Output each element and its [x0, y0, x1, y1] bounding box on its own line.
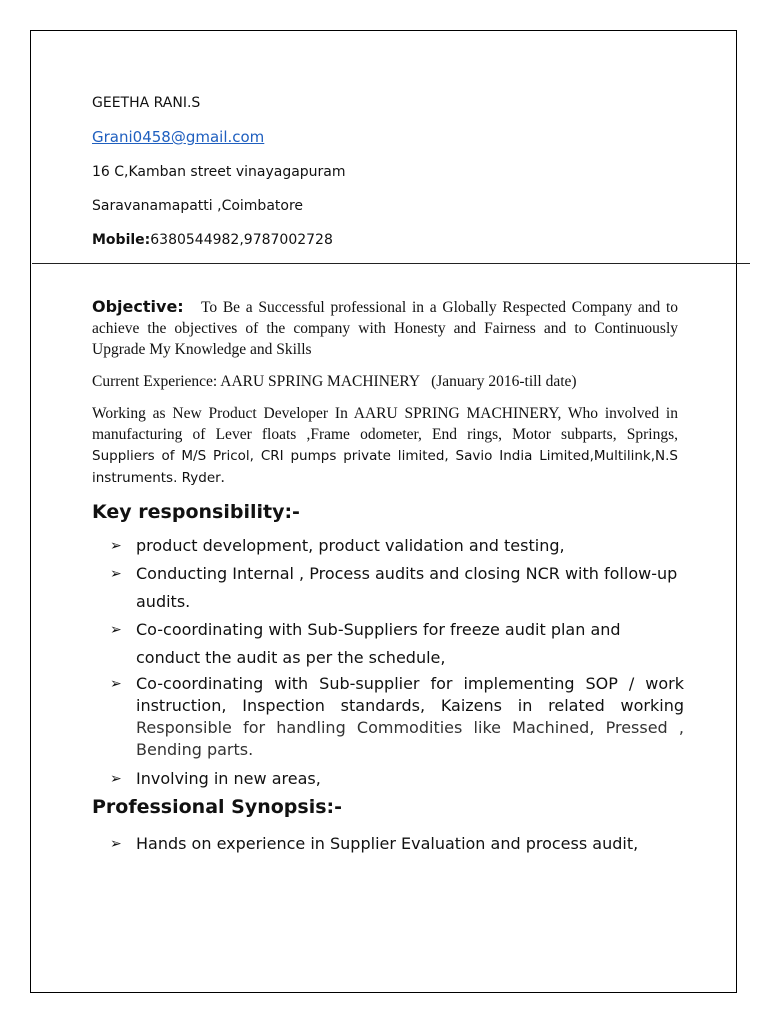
- objective-text: To Be a Successful professional in a Globally Respected Company and to achieve the objectives of the company with Honesty and Fairness and to Continuously Upgrade My Knowledge and Skills: [92, 299, 679, 358]
- header-divider: [32, 263, 750, 264]
- objective-label: Objective:: [92, 297, 184, 316]
- list-item-text: Conducting Internal , Process audits and closing NCR with follow-up audits.: [136, 564, 678, 611]
- mobile-line: [92, 232, 333, 248]
- bullet-arrow-icon: ➢: [110, 771, 122, 787]
- candidate-name: GEETHA RANI.S: [92, 95, 201, 111]
- list-item-text: product development, product validation and testing,: [136, 536, 565, 555]
- working-paragraph: [92, 403, 678, 489]
- working-text: Working as New Product Developer In AARU SPRING MACHINERY, Who involved in manufacturing of Lever floats ,Frame odometer, End rings, Motor subparts, Springs,: [92, 405, 678, 443]
- address-line-2: Saravanamapatti ,Coimbatore: [92, 198, 304, 214]
- key-responsibility-heading: Key responsibility:-: [92, 501, 300, 523]
- list-item-text: [136, 673, 684, 761]
- bullet-arrow-icon: ➢: [110, 622, 122, 638]
- working-suppliers: Suppliers of M/S Pricol, CRI pumps private limited, Savio India Limited,Multilink,N.S instruments. Ryder: [92, 448, 678, 486]
- list-item: [110, 673, 682, 761]
- list-item-tail: Responsible for handling Commodities like Machined, Pressed , Bending parts.: [136, 718, 684, 759]
- mobile-label: Mobile:: [92, 232, 151, 248]
- list-item-text: Co-coordinating with Sub-Suppliers for freeze audit plan and conduct the audit as per the schedule,: [136, 620, 621, 667]
- list-item: [110, 768, 682, 790]
- bullet-arrow-icon: ➢: [110, 676, 122, 692]
- professional-synopsis-heading: Professional Synopsis:-: [92, 796, 343, 818]
- list-item-text: Involving in new areas,: [136, 769, 321, 788]
- list-item-main: Co-coordinating with Sub-supplier for implementing SOP / work instruction, Inspection standards, Kaizens in related working: [136, 674, 684, 715]
- list-item-text: Hands on experience in Supplier Evaluation and process audit,: [136, 834, 639, 853]
- email-link[interactable]: Grani0458@gmail.com: [92, 128, 265, 146]
- mobile-value: 6380544982,9787002728: [150, 232, 333, 248]
- address-line-1: 16 C,Kamban street vinayagapuram: [92, 164, 346, 180]
- working-end: .: [220, 469, 225, 486]
- list-item: [110, 563, 682, 613]
- objective-paragraph: [92, 296, 678, 360]
- current-experience: Current Experience: AARU SPRING MACHINERY (January 2016-till date): [92, 373, 577, 390]
- list-item: [110, 619, 682, 669]
- bullet-arrow-icon: ➢: [110, 566, 122, 582]
- list-item: [110, 535, 682, 557]
- bullet-arrow-icon: ➢: [110, 836, 122, 852]
- bullet-arrow-icon: ➢: [110, 538, 122, 554]
- list-item: [110, 833, 682, 883]
